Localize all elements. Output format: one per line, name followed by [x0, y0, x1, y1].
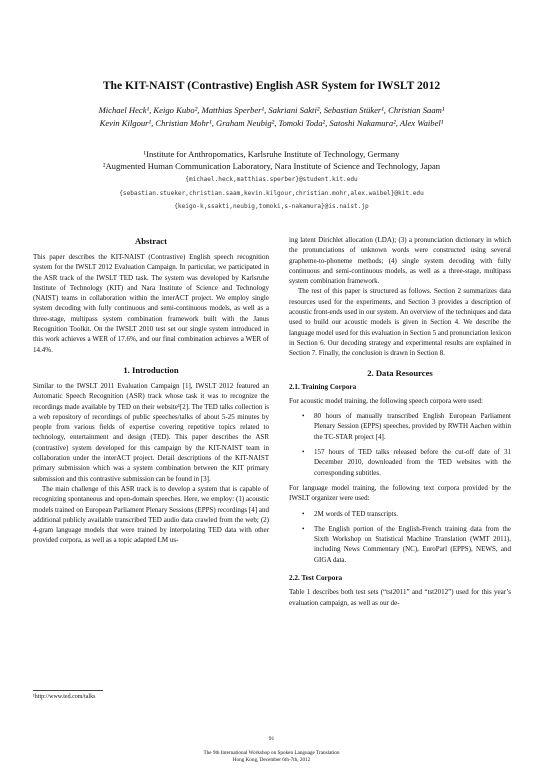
test-corpora-heading: 2.2. Test Corpora	[289, 574, 343, 583]
page-number: 91	[268, 736, 275, 742]
introduction-heading: 1. Introduction	[123, 364, 179, 375]
language-model-corpora-text: For language model training, the following text corpora provided by the IWSLT organizer were used:	[289, 483, 511, 503]
page-footer	[0, 750, 543, 763]
affiliation-1: ¹Institute for Anthropomatics, Karlsruhe Institute of Technology, Germany	[143, 149, 400, 159]
test-corpora-text: Table 1 describes both test sets (“tst2011” and “tst2012”) used for this year’s evaluation campaign, as well as our de-	[289, 588, 511, 607]
acoustic-corpora-list	[289, 411, 511, 478]
footnote-rule	[33, 690, 103, 691]
data-resources-heading: 2. Data Resources	[367, 367, 433, 378]
abstract-text: This paper describes the KIT-NAIST (Contrastive) English speech recognition system for the IWSLT 2012 Evaluation Campaign. In particular, we participated in the ASR track of the IWSLT TED task. The system was developed by Karlsruhe Institute of Technology (KIT) and Nara Institute of Science and Technology (NAIST) teams in collaboration within the interACT project. We employ single system decoding with fully continuous and semi-continuous models, as well as a three-stage, multipass system combination framework built with the Janus Recognition Toolkit. On the IWSLT 2010 test set our single system introduced in this work achieves a WER of 17.6%, and our final combination achieves a WER of 14.4%.	[33, 253, 269, 354]
introduction-paragraph-2: The main challenge of this ASR track is to develop a system that is capable of recognizing spontaneous and open-domain speeches. Here, we employ: (1) acoustic models trained on European Parliament Plenary Sessions (EPPS) recordings [4] and additional publicly available transcribed TED audio data crawled from the web; (2) 4-gram language models that were trained by interpolating TED data with other provided corpora, as well as a topic adapted LM us-	[33, 484, 269, 545]
affiliations	[20, 149, 523, 172]
footer-workshop: The 9th International Workshop on Spoken Language Translation	[203, 750, 340, 756]
list-item: • 80 hours of manually transcribed English European Parliament Plenary Session (EPPS) speeches, provided by RWTH Aachen within the TC-STAR project [4].	[302, 412, 511, 441]
email-line-2: {sebastian.stueker,christian.saam,kevin.kilgour,christian.mohr,alex.waibel}@kit.edu	[119, 189, 424, 197]
right-column	[289, 235, 511, 608]
list-item: • The English portion of the English-French training data from the Sixth Workshop on Statistical Machine Translation (WMT 2011), including News Commentary (NC), EuroParl (EPPS), NEWS, and GIGA data.	[302, 524, 511, 564]
authors-line-2: Kevin Kilgour¹, Christian Mohr¹, Graham Neubig², Tomoki Toda², Satoshi Nakamura², Alex Waibel¹	[99, 118, 444, 129]
affiliation-2: ²Augmented Human Communication Laboratory, Nara Institute of Science and Technology, Japan	[102, 160, 441, 171]
introduction-paragraph-1: Similar to the IWSLT 2011 Evaluation Campaign [1], IWSLT 2012 featured an Automatic Speech Recognition (ASR) track whose task it was to recognize the recordings made available by TED on their website¹[2]. The TED talks collection is a web repository of recordings of public speeches/talks of about 5-25 minutes by people from various fields of expertise covering repetitive topics related to technology, entertainment and design (TED). This paper describes the ASR (contrastive) system developed for this campaign by the KIT-NAIST team in collaboration under the interACT project. Detail descriptions of the KIT-NAIST primary submission which was a system combination between the KIT primary submission and this contrastive submission can be found in [3].	[33, 381, 269, 483]
abstract-heading: Abstract	[135, 236, 167, 246]
paper-structure-paragraph: The rest of this paper is structured as follows. Section 2 summarizes data resources used for the experiments, and Section 3 provides a description of acoustic front-ends used in our system. An overview of the techniques and data used to build our acoustic models is given in Section 4. We describe the language model used for this evaluation in Section 5 and pronunciation lexicon in Section 6. Our decoding strategy and experimental results are explained in Section 7. Finally, the conclusion is drawn in Section 8.	[289, 287, 511, 358]
training-corpora-text: For acoustic model training, the following speech corpora were used:	[289, 396, 483, 405]
email-line-1: {michael.heck,matthias.sperber}@student.kit.edu	[185, 176, 358, 183]
intro-continuation: ing latent Dirichlet allocation (LDA); (3) a pronunciation dictionary in which the pronunciations of unknown words were constructed using several grapheme-to-phoneme methods; (4) single system decoding with fully continuous and semi-continuous models, as well as a three-stage, multipass system combination framework.	[289, 236, 511, 286]
training-corpora-heading: 2.1. Training Corpora	[289, 382, 357, 391]
list-item: • 157 hours of TED talks released before the cut-off date of 31 December 2010, downloaded from the TED websites with the corresponding subtitles.	[302, 448, 511, 477]
footnote: ¹http://www.ted.com/talks	[33, 694, 96, 700]
email-line-3: {keigo-k,ssakti,neubig,tomoki,s-nakamura}@is.naist.jp	[174, 203, 369, 211]
paper-title: The KIT-NAIST (Contrastive) English ASR System for IWSLT 2012	[102, 79, 441, 92]
email-list	[20, 173, 523, 214]
footer-location: Hong Kong, December 6th-7th, 2012	[232, 756, 311, 763]
author-list	[20, 104, 523, 131]
list-item: • 2M words of TED transcripts.	[302, 509, 399, 518]
left-column	[33, 235, 269, 546]
authors-line-1: Michael Heck¹, Keigo Kubo², Matthias Sperber¹, Sakriani Sakti², Sebastian Stüker¹, Christian Saam¹	[98, 105, 445, 115]
text-corpora-list	[289, 509, 511, 565]
